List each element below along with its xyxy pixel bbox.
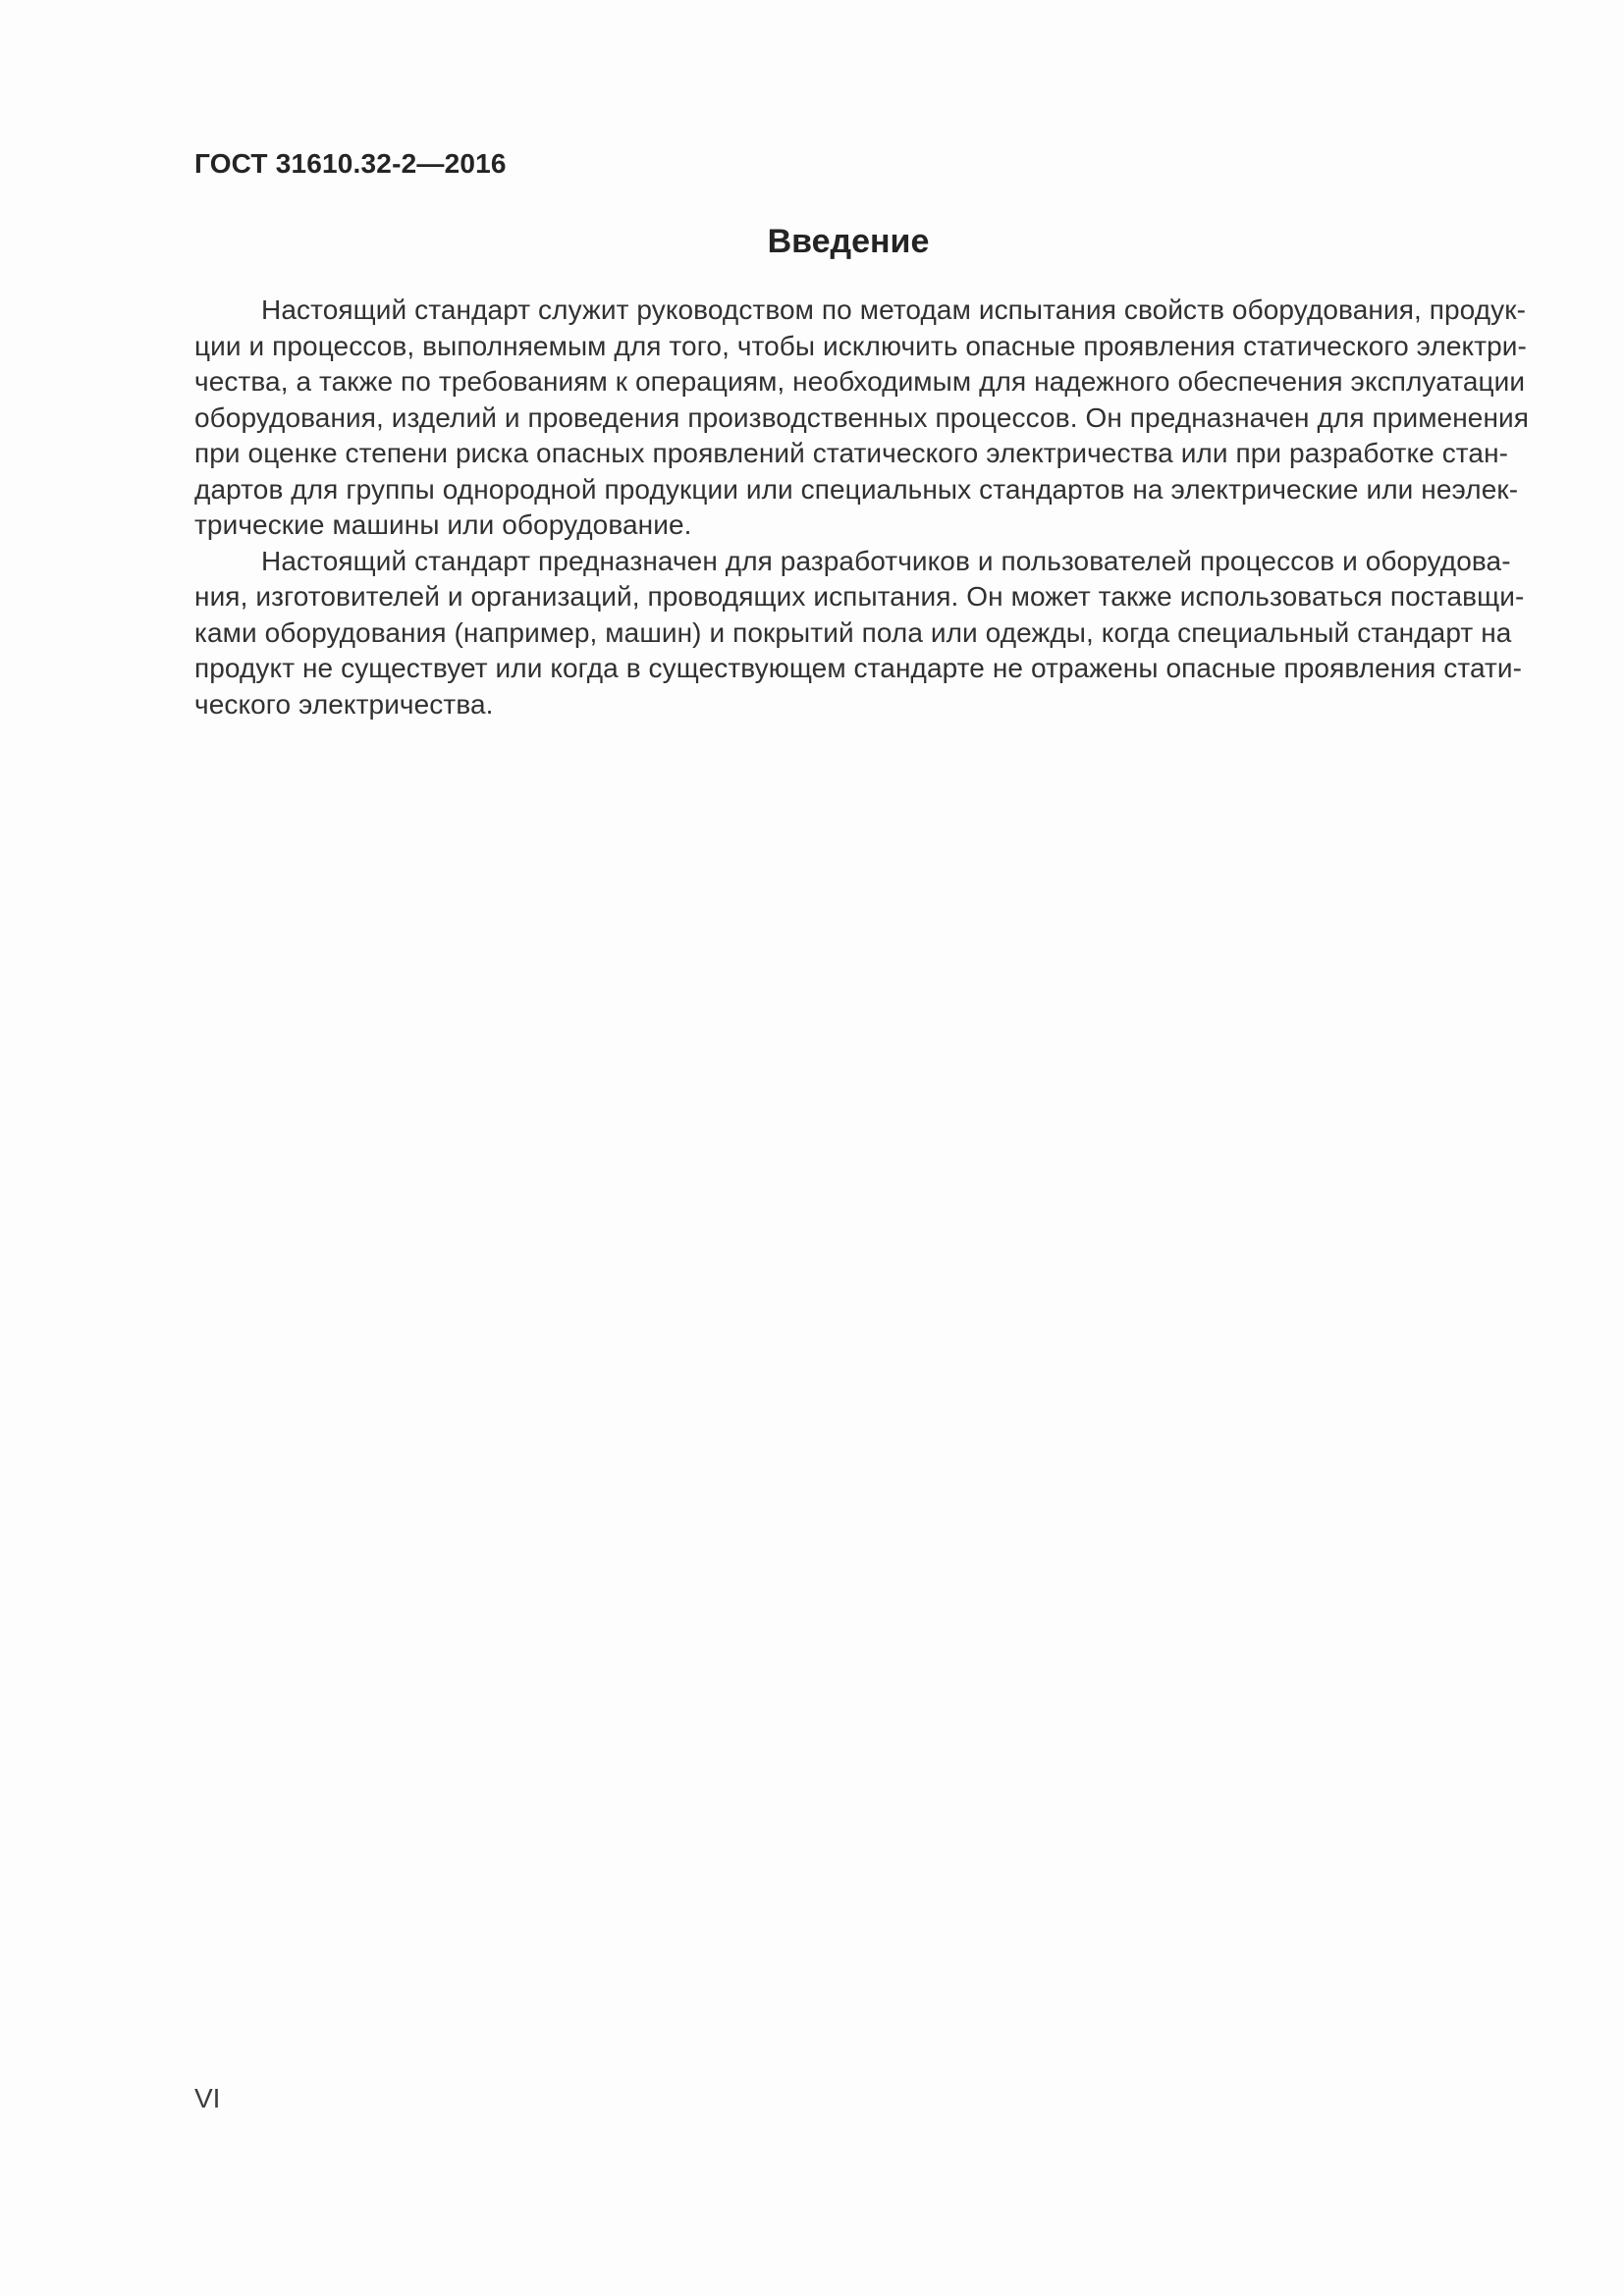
paragraph-line: ции и процессов, выполняемым для того, чтобы исключить опасные проявления статического электри- <box>194 330 1527 361</box>
paragraph-line: ния, изготовителей и организаций, проводящих испытания. Он может также использоваться поставщи- <box>194 581 1525 613</box>
paragraph-line: дартов для группы однородной продукции или специальных стандартов на электрические или неэлек- <box>194 473 1519 505</box>
paragraph-line: при оценке степени риска опасных проявлений статического электричества или при разработке стан- <box>194 438 1509 469</box>
paragraph-line: трические машины или оборудование. <box>194 509 692 541</box>
paragraph-line: ками оборудования (например, машин) и покрытий пола или одежды, когда специальный стандарт на <box>194 616 1512 648</box>
intro-text-block <box>194 293 1530 723</box>
paragraph-line: ческого электричества. <box>194 689 494 721</box>
paragraph-line: Настоящий стандарт предназначен для разработчиков и пользователей процессов и оборудова- <box>261 545 1511 576</box>
section-title: Введение <box>767 223 930 260</box>
document-code-header: ГОСТ 31610.32-2—2016 <box>194 148 507 179</box>
paragraph-line: Настоящий стандарт служит руководством по методам испытания свойств оборудования, продук- <box>261 294 1527 325</box>
paragraph-line: оборудования, изделий и проведения производственных процессов. Он предназначен для применения <box>194 401 1530 433</box>
page-number: VI <box>194 2083 221 2113</box>
paragraph-line: чества, а также по требованиям к операциям, необходимым для надежного обеспечения эксплуатации <box>194 366 1526 398</box>
paragraph-line: продукт не существует или когда в существующем стандарте не отражены опасные проявления стати- <box>194 653 1523 684</box>
